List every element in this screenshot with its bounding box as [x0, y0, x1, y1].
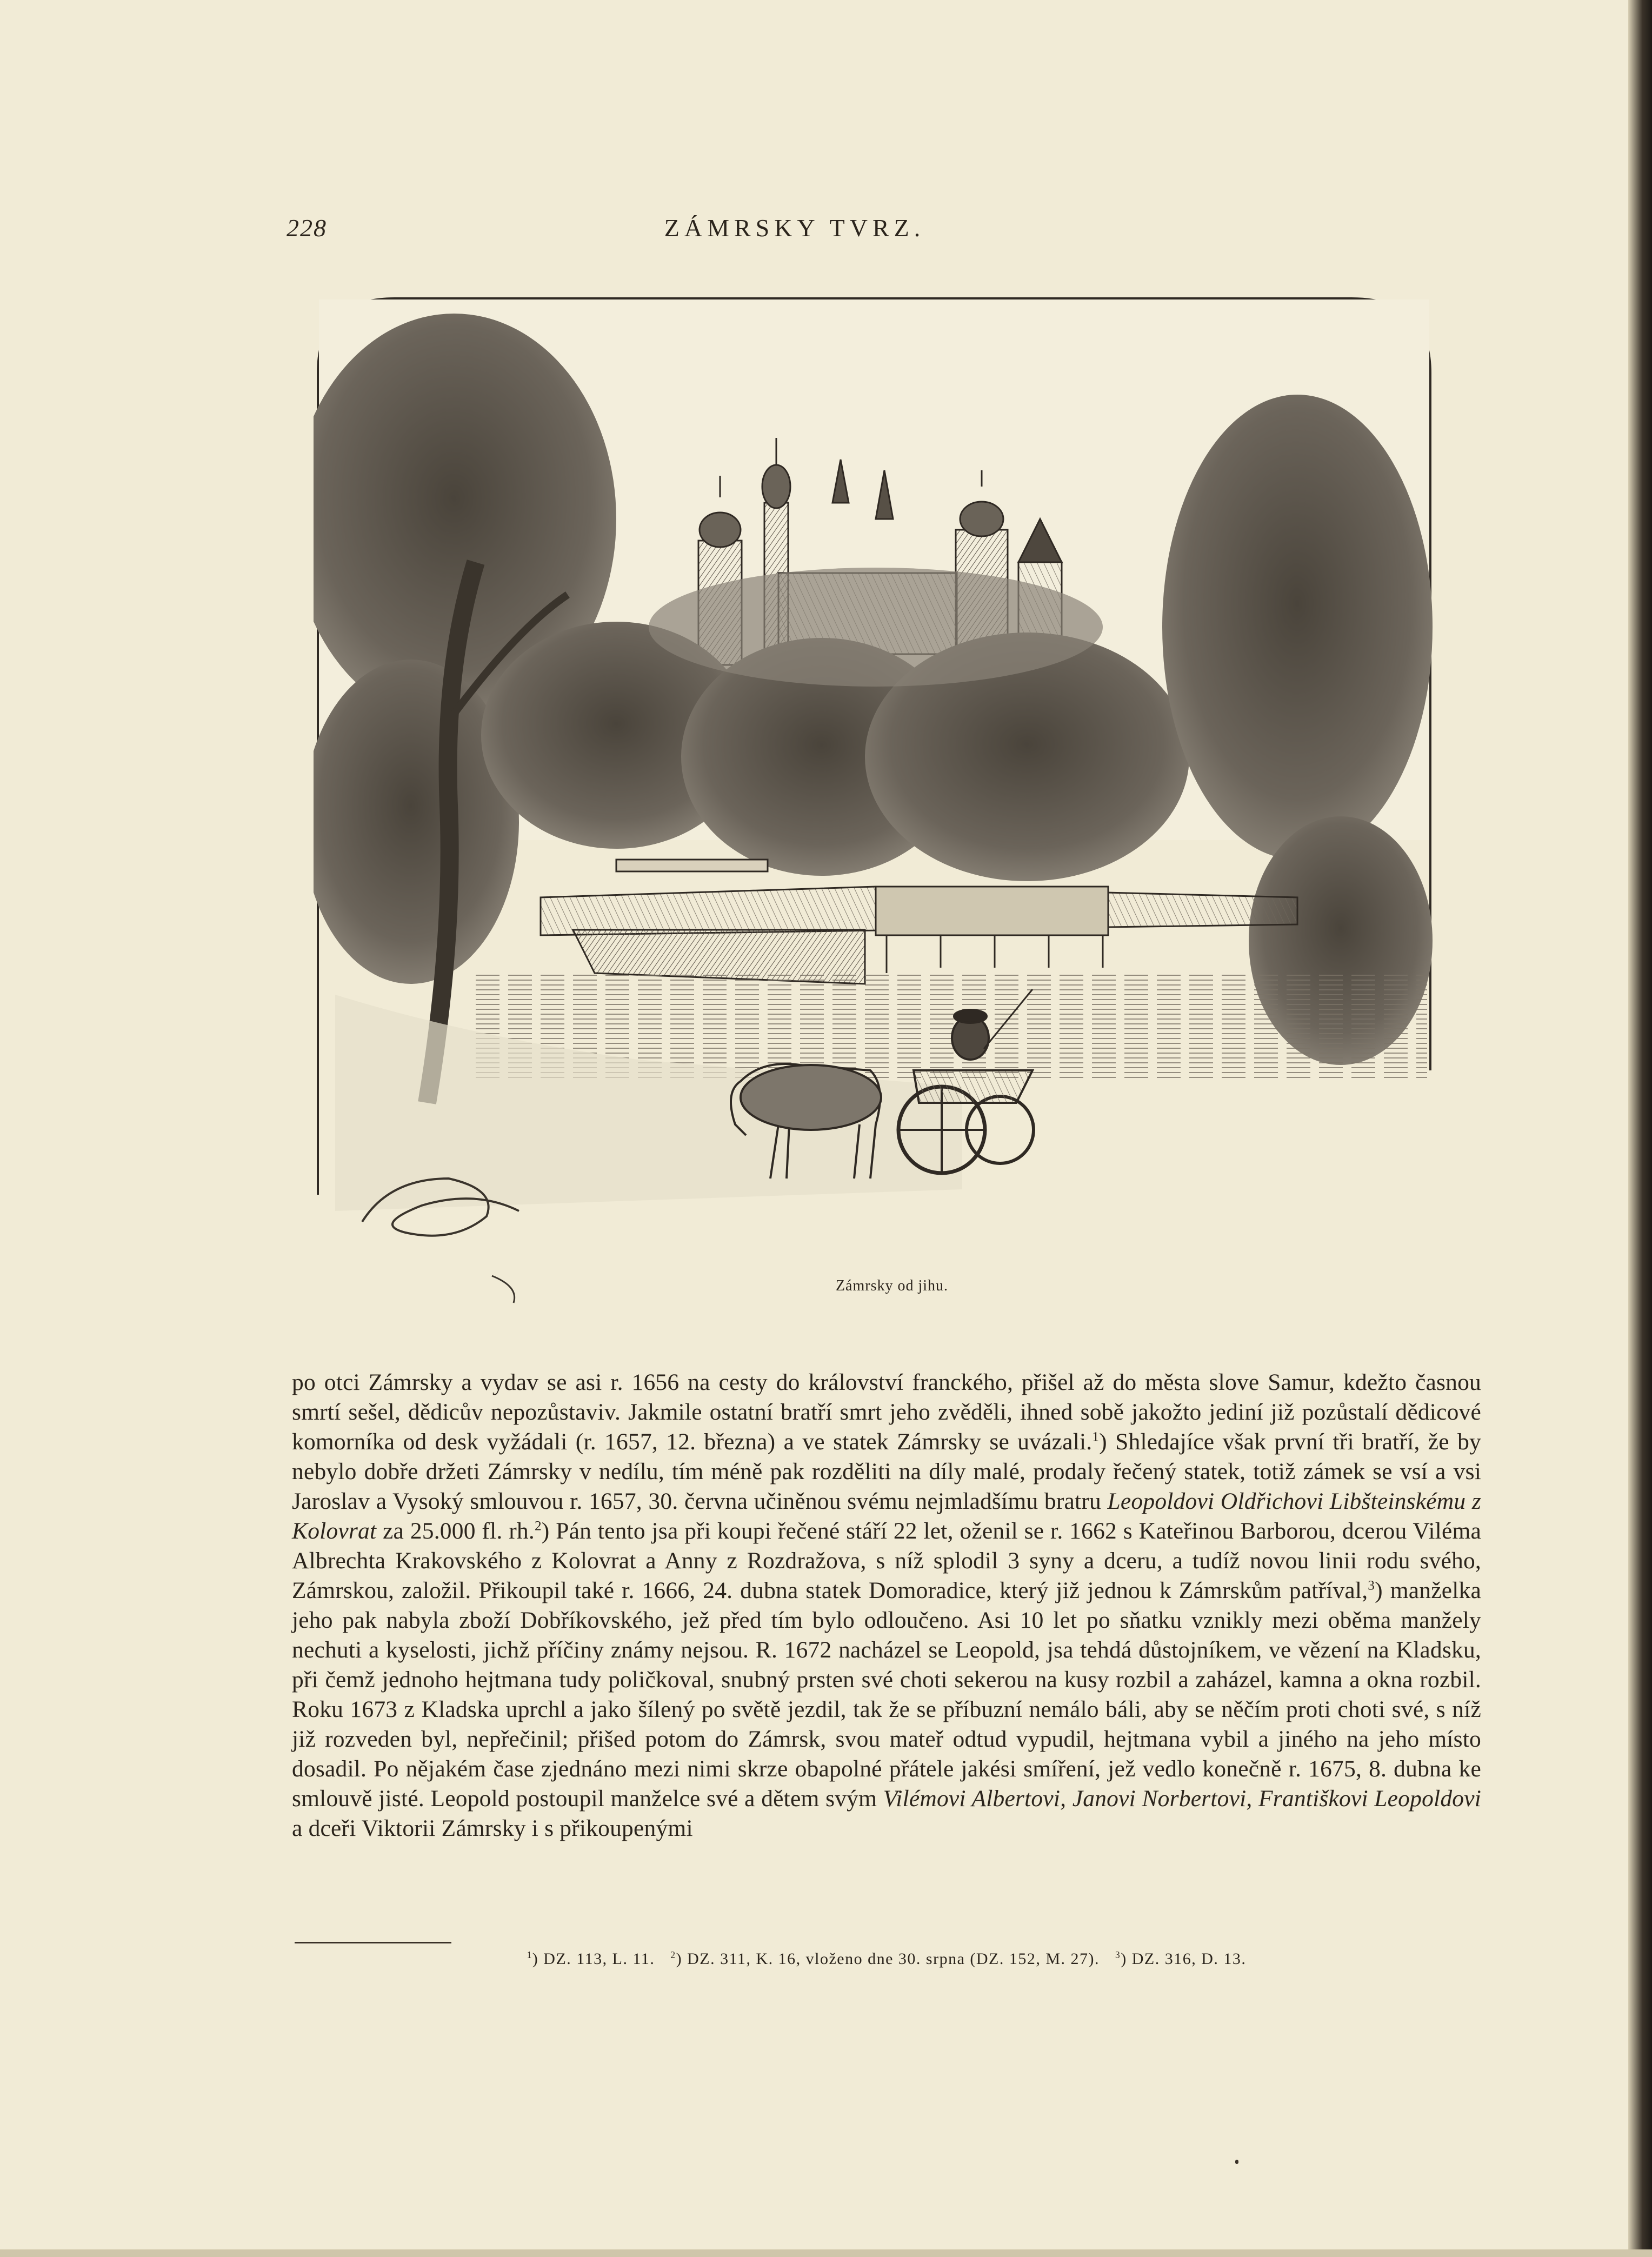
print-speck: [1235, 2160, 1238, 2164]
footnote-rule: [295, 1942, 451, 1943]
footnote-ref: 1: [1092, 1429, 1100, 1444]
body-line: svým: [825, 1786, 877, 1812]
engraving-illustration: [314, 292, 1434, 1330]
footnote: $^3$) DZ. 316, D. 13.: [1115, 1949, 1247, 1968]
body-line: r. 1657, 30. června učiněnou svému nejmladšímu bratru: [570, 1488, 1101, 1514]
body-line: po otci Zámrsky a vydav se asi r. 1656 na cesty do království franckého, přišel až do města slove Samur,: [292, 1369, 1335, 1395]
body-line: a dceři Viktorii Zámrsky i s přikoupenými: [292, 1815, 693, 1841]
body-line: jednou k Zámrskům patříval,: [1087, 1577, 1368, 1603]
body-line: manželka jeho pak nabyla zboží Dobříkovského, jež před tím bylo odloučeno.: [292, 1577, 1481, 1633]
body-name-italic: Leopoldovi Oldřichovi Libšteinskému z Kolovrat: [292, 1488, 1482, 1544]
engraving-svg: [314, 292, 1434, 1330]
page-number: 228: [287, 214, 327, 242]
footnote-text: DZ. 316, D. 13.: [1131, 1950, 1247, 1968]
footnote: $^1$) DZ. 113, L. 11.: [527, 1949, 655, 1968]
body-line: 25.000 fl. rh.: [410, 1518, 535, 1544]
page-header: [287, 214, 1303, 251]
body-line: nacházel se Leopold, jsa tehdá důstojníkem, ve vězení na Kladsku, při čemž jednoho hejtmana tudy: [292, 1637, 1481, 1693]
footnote-ref: 2: [534, 1519, 542, 1534]
body-line: kdežto časnou smrtí sešel, dědicův nepozůstaviv. Jakmile ostatní bratří smrt jeho zvěděli, ihned sobě: [292, 1369, 1481, 1425]
body-line: smíření, jež vedlo konečně r. 1675, 8. dubna ke smlouvě jisté. Leopold postoupil manželce své a dětem: [292, 1756, 1481, 1812]
footnote: $^2$) DZ. 311, K. 16, vloženo dne 30. srpna (DZ. 152, M. 27).: [670, 1949, 1100, 1968]
footnote-text: DZ. 113, L. 11.: [543, 1950, 655, 1968]
running-title: ZÁMRSKY TVRZ.: [664, 214, 925, 242]
footnote-text: DZ. 311, K. 16, vloženo dne 30. srpna (DZ. 152, M. 27).: [687, 1950, 1100, 1968]
footnote-mark: 2: [670, 1949, 676, 1960]
body-line: z Kladska uprchl a jako šílený po světě jezdil, tak že se příbuzní nemálo báli, aby se něčím proti choti: [404, 1696, 1385, 1722]
footnote-ref: 3: [1368, 1578, 1375, 1593]
body-line: vybil a jiného na jeho místo dosadil. Po nějakém čase zjednáno mezi nimi skrze obapolné přátele jakési: [292, 1726, 1481, 1782]
page-edge-shadow: [1628, 0, 1652, 2257]
weir-bridge: [541, 860, 1297, 984]
body-line: za: [383, 1518, 404, 1544]
body-line: se uvázali.: [989, 1429, 1093, 1455]
body-line: Shledajíce však první tři bratří, že by nebylo dobře držeti Zámrsky v nedílu, tím méně pak: [292, 1429, 1481, 1484]
body-line: své, s níž již rozveden byl, nepřečinil; přišed potom do Zámrsk, svou mateř odtud vypudil, hejtmana: [292, 1696, 1481, 1752]
page-edge-bottom: [0, 2249, 1652, 2257]
body-line: jakožto jediní již pozůstalí dědicové komorníka od desk vyžádali (r. 1657, 12. března) a ve statek Zámrsky: [292, 1399, 1481, 1455]
footnote-mark: 1: [527, 1949, 532, 1960]
body-name-italic: Vilémovi Albertovi, Janovi Norbertovi, Františkovi Leopoldovi: [883, 1786, 1482, 1812]
body-line: rozděliti na díly malé, prodaly řečený statek, totiž zámek se vsí a vsi Jaroslav a Vysoký smlouvou: [292, 1459, 1481, 1514]
figure-caption: Zámrsky od jihu.: [835, 1277, 949, 1294]
body-line: Pán tento jsa při koupi řečené stáří 22 let, oženil se r. 1662 s Kateřinou Barborou, dcerou: [556, 1518, 1407, 1544]
body-line: Viléma Albrechta Krakovského z Kolovrat a Anny z Rozdražova, s níž splodil 3 syny a dceru, a tudíž: [292, 1518, 1482, 1574]
body-line: novou linii rodu svého, Zámrskou, založil. Přikoupil také r. 1666, 24. dubna statek Domoradice, který již: [292, 1548, 1482, 1603]
footnotes: [292, 1950, 1481, 1968]
body-line: Asi 10 let po sňatku vznikly mezi oběma manžely nechuti a kyselosti, jichž příčiny známy nejsou. R. 1672: [292, 1607, 1481, 1663]
footnote-mark: 3: [1115, 1949, 1121, 1960]
body-line: poličkoval, snubný prsten své choti sekerou na kusy rozbil a zaházel, kamna a okna rozbil. Roku 1673: [292, 1667, 1481, 1722]
body-text: po otci Zámrsky a vydav se asi r. 1656 na cesty do království franckého, přišel až do města slove Samur, kdežto časnou smrtí sešel, dědicův nepozůstaviv. Jakmile ostatní bratří smrt jeho zvěděli, ihned sobě jakožto jediní již pozůstalí dědicové komorníka od desk vyžádali (r. 1657, 12. března) a ve statek Zámrsky se uvázali.$^1$) Shledajíce však první tři bratří, že by nebylo dobře držeti Zámrsky v nedílu, tím méně pak rozděliti na díly malé, prodaly řečený statek, totiž zámek se vsí a vsi Jaroslav a Vysoký smlouvou r. 1657, 30. června učiněnou svému nejmladšímu bratru Leopoldovi Oldřichovi Libšteinskému z Kolovrat za 25.000 fl. rh.$^2$) Pán tento jsa při koupi řečené stáří 22 let, oženil se r. 1662 s Kateřinou Barborou, dcerou Viléma Albrechta Krakovského z Kolovrat a Anny z Rozdražova, s níž splodil 3 syny a dceru, a tudíž novou linii rodu svého, Zámrskou, založil. Přikoupil také r. 1666, 24. dubna statek Domoradice, který již jednou k Zámrskům patříval,$^3$) manželka jeho pak nabyla zboží Dobříkovského, jež před tím bylo odloučeno. Asi 10 let po sňatku vznikly mezi oběma manžely nechuti a kyselosti, jichž příčiny známy nejsou. R. 1672 nacházel se Leopold, jsa tehdá důstojníkem, ve vězení na Kladsku, při čemž jednoho hejtmana tudy poličkoval, snubný prsten své choti sekerou na kusy rozbil a zaházel, kamna a okna rozbil. Roku 1673 z Kladska uprchl a jako šílený po světě jezdil, tak že se příbuzní nemálo báli, aby se něčím proti choti své, s níž již rozveden byl, nepřečinil; přišed potom do Zámrsk, svou mateř odtud vypudil, hejtmana vybil a jiného na jeho místo dosadil. Po nějakém čase zjednáno mezi nimi skrze obapolné přátele jakési smíření, jež vedlo konečně r. 1675, 8. dubna ke smlouvě jisté. Leopold postoupil manželce své a dětem svým Vilémovi Albertovi, Janovi Norbertovi, Františkovi Leopoldovi a dceři Viktorii Zámrsky i s přikoupenými: [292, 1369, 1482, 1841]
